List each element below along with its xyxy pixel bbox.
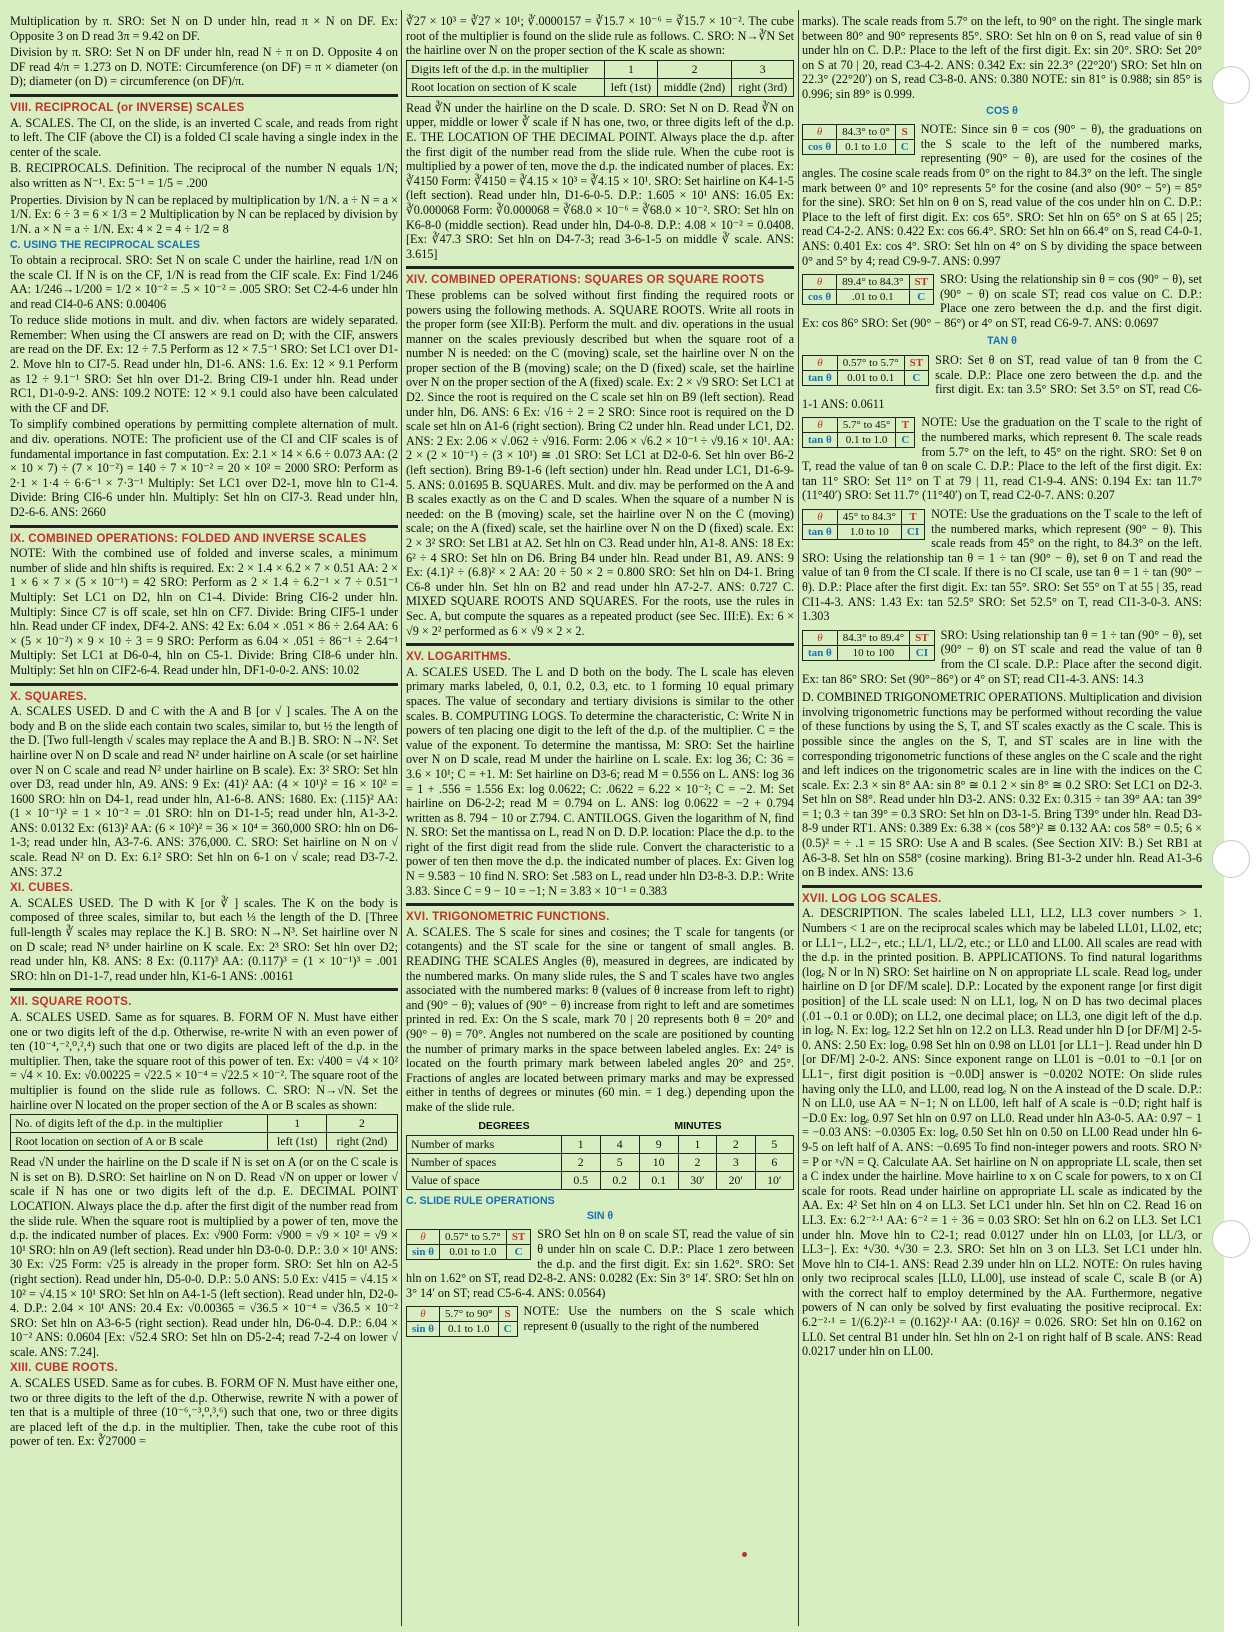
table-cell: 20′	[717, 1172, 755, 1190]
combined-trig-operations: D. COMBINED TRIGONOMETRIC OPERATIONS. Multiplication and division involving trigonometric functions may be performed without recording the value of these functions by using the S, T, and ST scales exactly as the C scale. This is possible since the angles on the S, T, and ST scales are in line with the corresponding trigonometric functions of these angles on the C scale and the right and left indices on the trigonometric scales are in line with the indices on the C scale. Ex: 2.3 × sin 8° AA: sin 8° ≅ 0.1 2 × sin 8° ≅ 0.2 SRO: Set LC1 on D2-3. Set hln on S8°. Read under hln D3-2. ANS: 0.32 Ex: 0.315 ÷ tan 39° AA: tan 39° = 1; 0.3 ÷ tan 39° = 0.3 SRO: Set hln on D3-1-5. Bring T39° under hln. Read D3-8-9 under RT1. ANS: 0.389 Ex: 6.38 × (cos 58°)² ≅ 0.132 AA: cos 58° = 0.5; 6 × (0.5)² = ÷ .1 = 15 SRO: Use A and B scales. (See Section XIV: B.) Set RB1 at A6-3-8. Set hln on S58° (cosine marking). Bring B1-3-2 under hln. Read A1-3-6 on B index. ANS: 13.6	[802, 690, 1202, 880]
column-divider	[401, 10, 402, 1626]
table-cell: 0.5	[561, 1172, 600, 1190]
tan-range-table	[802, 509, 925, 540]
tan-block-1	[802, 353, 1202, 411]
binder-hole	[1212, 66, 1250, 104]
tan-range-table	[802, 630, 935, 661]
tan-range-table	[802, 417, 915, 448]
table-row	[803, 371, 929, 386]
table-cell: Number of spaces	[407, 1154, 562, 1172]
table-cell: C	[895, 140, 914, 155]
table-cell: Root location on section of K scale	[407, 78, 605, 96]
column-divider	[798, 10, 799, 1626]
table-cell: θ	[803, 356, 838, 371]
table-row	[407, 1307, 518, 1322]
angle-fraction-table	[406, 1135, 794, 1190]
section-12-title: XII. SQUARE ROOTS.	[10, 995, 132, 1009]
table-cell: Value of space	[407, 1172, 562, 1190]
section-14-body: These problems can be solved without first finding the required roots or powers using the following methods. A. SQUARE ROOTS. Write all roots in the proper form (see XII:B). Perform the mult. and div. operations in the usual manner on the scales previously described but when the square root of a number N is needed: on the C (moving) scale, set the hairline over N on the proper section of the B (moving) scale; on the D (fixed) scale, set the hairline over N on the proper section of the A (fixed) scale. Ex: 2 × √9 SRO: Set LC1 at D2. Since the root is required on the C scale set hln on B9 (left section). Read under hln, D6. ANS: 6 Ex: √16 ÷ 2 = 2 SRO: Since root is required on the D scale set hln on A1-6 (right section). Bring C2 under hln. Read under LC1, D2. ANS: 2 Ex: 2.06 × √.062 ÷ √916. Form: 2.06 × √6.2 × 10⁻¹ ÷ √9.16 × 10¹. AA: 2 × (2 × 10⁻¹) ÷ (3 × 10¹) ≅ .01 SRO: Set LC1 at D2-0-6. Set hln over B6-2 (left section). Bring B9-1-6 (left section) under hln. Read under LC1, D1-6-9-5. ANS: 0.01695 B. SQUARES. Mult. and div. may be performed on the A and B scales exactly as on the C and D scales. When the square of a number N is needed: on the B (moving) scale, set the hairline over N on the C (moving) scale; on the A (fixed) scale, set the hairline over N on the D (fixed) scale. Ex: 2 × 3² SRO: Set LB1 at A2. Set hln on C3. Read under hln, A1-8. ANS: 18 Ex: 6² ÷ 4 SRO: Set hln on D6. Bring B4 under hln. Read under B1, A9. ANS: 9 Ex: (4.1)² ÷ (6.8)² × 2 AA: 20 ÷ 50 × 2 = 0.800 SRO: Set hln on D4-1. Bring C6-8 under hln. Set hln on B2 and read under hln A7-2-7. ANS: 0.727 C. MIXED SQUARE ROOTS AND SQUARES. For the roots, use the rules in Sec. A, but compute the squares as a repeated product (see Sec. III:E). Ex: 6 × √9 × 2² performed as 6 × √9 × 2 × 2.	[406, 287, 794, 638]
cos-block-2	[802, 272, 1202, 330]
column-2	[406, 14, 794, 1624]
tan-text-3: NOTE: Use the graduations on the T scale to the left of the numbered marks, which represent (90° − θ). This scale reads from 45° on the right, to 84.3° on the left. SRO: Using the relationship tan θ = 1 ÷ tan (90° − θ), set θ on T and read the value of tan θ from the CI scale. If there is no CI scale, use tan θ = 1 ÷ tan (90° − θ). D.P.: Place after the first digit. Ex: tan 55°. SRO: Set 55° on T at 55 | 35, read CI1-4-3. ANS: 1.43 Ex: tan 52.5° SRO: Set 52.5° on T, read CI1-3-0-3. ANS: 1.303	[802, 507, 1202, 624]
table-row	[803, 140, 915, 155]
table-cell: cos θ	[803, 290, 837, 305]
section-8c-obtain-reciprocal: To obtain a reciprocal. SRO: Set N on scale C under the hairline, read 1/N on the scale CI. If N is on the CF, 1/N is read from the CIF scale. Ex: Find 1/246 AA: 1/246→1/200 = 1/2 × 10⁻² = .5 × 10⁻² = .005 SRO: Set C2-4-6 under hln and read CI4-0-6 ANS: 0.00406	[10, 252, 398, 311]
column-3	[802, 14, 1202, 1624]
table-cell: T	[896, 418, 915, 433]
section-divider	[10, 683, 398, 686]
section-divider	[10, 94, 398, 97]
table-row	[407, 1154, 794, 1172]
degrees-header: DEGREES	[478, 1119, 530, 1132]
section-12-body: A. SCALES USED. Same as for squares. B. FORM OF N. Must have either one or two digits left of the d.p. Otherwise, re-write N with an even power of ten (10⁻⁴,⁻²,⁰,²,⁴) such that one or two digits are placed left of the d.p. in the multiplier. Then, take the square root of this power of ten. Ex: √400 = √4 × 10² = √4 × 10. Ex: √0.00225 = √22.5 × 10⁻⁴ = √22.5 × 10⁻². The square root of the multiplier is found on the slide rule as follows. C. SRO: N→√N. Set the hairline over N located on the proper section of the A or B scales as shown:	[10, 1010, 398, 1112]
tan-block-3	[802, 507, 1202, 624]
table-cell: 0.1 to 1.0	[439, 1322, 498, 1337]
table-row	[803, 125, 915, 140]
table-cell: 10′	[755, 1172, 793, 1190]
table-cell: 10 to 100	[837, 645, 909, 660]
table-row	[803, 418, 915, 433]
table-cell: 5	[600, 1154, 639, 1172]
table-row	[803, 525, 925, 540]
section-divider	[802, 885, 1202, 888]
section-8-properties: Properties. Division by N can be replaced by multiplication by 1/N. a ÷ N = a × 1/N. Ex: 6 ÷ 3 = 6 × 1/3 = 2 Multiplication by N can be replaced by division by 1/N. a × N = a ÷ 1/N. Ex: 4 × 2 = 4 ÷ 1/2 = 8	[10, 192, 398, 236]
sin-small-angles-text: SRO Set hln on θ on scale ST, read the value of sin θ under hln on scale C. D.P.: Place 1 zero between the d.p. and the first digit. Ex: sin 1.62°. SRO: Set hln on 1.62° on ST, read D2-8-2. ANS: 0.0282 (Ex: Sin 3° 14′. SRO: Set hln on 3° 14′ on ST; read C5-6-4. ANS: 0.0564)	[406, 1227, 794, 1300]
section-16-title: XVI. TRIGONOMETRIC FUNCTIONS.	[406, 910, 610, 924]
binder-hole	[1212, 840, 1250, 878]
section-15-body: A. SCALES USED. The L and D both on the body. The L scale has eleven primary marks labeled, 0, 0.1, 0.2, 0.3, etc. to 1 forming 10 equal primary spaces. The value of secondary and tertiary divisions is similar to the other scales. B. COMPUTING LOGS. To determine the characteristic, C: Write N in powers of ten placing one digit to the left of the d.p. of the multiplier. C = the value of the exponent. To determine the mantissa, M: SRO: Set the hairline over N on D scale, read M under the hairline on L scale. Ex: log 36; C: 36 = 3.6 × 10¹; C = +1. M: Set hairline on D3-6; read M = 0.556 on L. ANS: log 36 = 1 + .556 = 1.556 Ex: log 0.0622; C: .0622 = 6.22 × 10⁻²; C = −2. M: Set hairline on D6-2-2; read M = 0.794 on L. ANS: log 0.0622 = −2 + 0.794 written as 8. 794 − 10 or 2̄.794. C. ANTILOGS. Given the logarithm of N, find N. SRO: Set the mantissa on L, read N on D. D.P. location: Place the d.p. to the right of the first digit read from the slide rule. Convert the characteristic to a power of ten then move the d.p. the indicated number of places. Ex: Given log N = 9.583 − 10 find N. SRO: Set .583 on L, read under hln D3-8-3. D.P.: Write 3.83. Since C = 9 − 10 = −1; N = 3.83 × 10⁻¹ = 0.383	[406, 664, 794, 898]
table-cell: left (1st)	[268, 1133, 327, 1151]
table-cell: 1	[605, 60, 657, 78]
sin-range-table	[406, 1306, 518, 1337]
table-cell: 6	[755, 1154, 793, 1172]
table-cell: 1	[678, 1136, 716, 1154]
cube-root-decimal-point: Read ∛N under the hairline on the D scale. D. SRO: Set N on D. Read ∛N on upper, middle or lower ∛ scale if N has one, two, or three digits left of the d.p. E. THE LOCATION OF THE DECIMAL POINT. Always place the d.p. after the first digit of the number read from the slide rule. When the cube root is multiplied by a power of ten, move the d.p. the indicated number of places. Ex: ∛4150 Form: ∛4150 = ∛4.15 × 10³ = ∛4.15 × 10¹. SRO: Set hairline on K4-1-5 (left section). Read under hln, D1-6-0-5. D.P.: 1.605 × 10¹ ANS: 16.05 Ex: ∛0.000068 Form: ∛0.000068 = ∛68.0 × 10⁻⁶ = ∛68.0 × 10⁻². SRO: Set hln on K6-8-0 (middle section). Read under hln, D4-0-8. D.P.: 4.08 × 10⁻² = 0.0408. [Ex: ∛47.3 SRO: Set hln on D4-7-3; read 3-6-1-5 on middle ∛ scale. ANS: 3.615]	[406, 100, 794, 261]
section-8c-simplify: To simplify combined operations by permitting complete alternation of mult. and div. operations. NOTE: The proficient use of the CI and CIF scales is of fundamental importance in fast computation. Ex: 2.1 × 14 × 6.6 ÷ 0.073 AA: (2 × 10 × 7) ÷ (7 × 10⁻²) = 140 ÷ 7 × 10⁻² = 20 × 10² = 2000 SRO: Perform as 2·1 × 1·4 ÷ 6·6⁻¹ × 7·3⁻¹ Multiply: Set LC1 over D2-1, move hln to C1-4. Divide: Bring CI6-6 under hln. Multiply: Set hln on CI7-3. Read under hln, D2-6-6. ANS: 2660	[10, 417, 398, 519]
table-cell: 3	[717, 1154, 755, 1172]
table-cell: 0.01 to 0.1	[837, 371, 904, 386]
table-cell: θ	[407, 1307, 440, 1322]
table-cell: θ	[803, 630, 838, 645]
table-cell: middle (2nd)	[657, 78, 732, 96]
table-cell: 5.7° to 45°	[837, 418, 896, 433]
table-row	[407, 1136, 794, 1154]
table-cell: 0.1	[639, 1172, 678, 1190]
table-row	[407, 1322, 518, 1337]
table-cell: 9	[639, 1136, 678, 1154]
table-cell: 2	[326, 1115, 397, 1133]
tan-block-2	[802, 415, 1202, 503]
tan-range-table	[802, 355, 929, 386]
table-cell: 4	[600, 1136, 639, 1154]
angle-table-headers	[406, 1119, 794, 1134]
table-cell: θ	[803, 125, 837, 140]
table-cell: 0.2	[600, 1172, 639, 1190]
table-cell: No. of digits left of the d.p. in the multiplier	[11, 1115, 268, 1133]
table-row	[11, 1115, 398, 1133]
division-by-pi: Division by π. SRO: Set N on DF under hln, read N ÷ π on D. Opposite 4 on DF read 4/π = 1.273 on D. NOTE: Circumference (on DF) = π × diameter (on D); diameter (on D) = circumference (on DF)/π.	[10, 45, 398, 89]
table-row	[803, 290, 934, 305]
table-row	[803, 275, 934, 290]
table-cell: θ	[407, 1230, 440, 1245]
table-cell: 89.4° to 84.3°	[837, 275, 909, 290]
table-cell: right (2nd)	[326, 1133, 397, 1151]
table-cell: CI	[901, 525, 924, 540]
section-16-body: A. SCALES. The S scale for sines and cosines; the T scale for tangents (or cotangents) and the ST scale for the sine or tangent of small angles. B. READING THE SCALES Angles (θ), measured in degrees, are indicated by the numbered marks. On many slide rules, the S and T scales have two angles associated with the numbered marks: θ (values of θ increase from left to right) and (90° − θ); values of (90° − θ) increase from right to left and are sometimes printed in red. Ex: On the S scale, mark 70 | 20 represents both θ = 20° and (90° − θ) = 70°. Angles not numbered on the scale are positioned by counting the number of primary marks in the space between labeled angles. Ex: 24° is located on the fourth primary mark between labeled angles 20° and 25°. Fractions of angles are located between primary marks and may be expressed either in tenths of degrees or minutes (60 min. = 1 deg.) depending upon the make of the slide rule.	[406, 924, 794, 1114]
sin-large-angles-text: NOTE: Use the numbers on the S scale which represent θ (usually to the right of the numbered	[523, 1304, 794, 1333]
table-cell: T	[901, 510, 924, 525]
table-cell: 1.0 to 10	[837, 525, 901, 540]
table-cell: 30′	[678, 1172, 716, 1190]
table-cell: tan θ	[803, 525, 838, 540]
cos-text-1: NOTE: Since sin θ = cos (90° − θ), the graduations on the S scale to the left of the numbered marks, representing (90° − θ), are used for the cosines of the angles. The cosine scale reads from 0° on the right to 84.3° on the left. The single mark between 0° and 10° represents 5° for the cosine (and also (90° − 5°) = 85° for the sine). SRO: Set hln on θ on S, read value of the cos under hln on C. D.P.: Place to the left of first digit. Ex: cos 65°. SRO: Set hln on 65° on S at 65 | 25; read C4-2-2. ANS: 0.422 Ex: cos 66.4°. SRO: Set hln on 66.4° on S, read C4-0-1. ANS: 0.401 Ex: cos 4°. SRO: Set hln on 4° on S by dividing the space between 0° and 5° by 4; read C9-9-7. ANS: 0.997	[802, 122, 1202, 268]
table-row	[407, 1172, 794, 1190]
table-cell: sin θ	[407, 1245, 440, 1260]
table-cell: S	[498, 1307, 517, 1322]
section-9-body: NOTE: With the combined use of folded and inverse scales, a minimum number of slide and hln shifts is required. Ex: 2 × 1.4 × 6.2 × 7 × 0.51 AA: 2 × 1 × 6 × 7 × (5 × 10⁻¹) = 42 SRO: Perform as 2 × 1.4 ÷ 6.2⁻¹ × 7 ÷ 0.51⁻¹ Multiply: Set LC1 on D2, hln on C1-4. Divide: Bring CI6-2 under hln. Multiply: Since C7 is off scale, set hln on CF7. Divide: Bring CIF5-1 under hln. Read under CF index, DF4-2. ANS: 42 Ex: 6.04 × .051 × 86 ÷ 2.64 AA: 6 × (5 × 10⁻²) × 9 × 10 ÷ 3 = 9 SRO: Perform as 6.04 × .051 ÷ 86⁻¹ ÷ 2.64⁻¹ Multiply: Set LC1 at D6-0-4, hln on C5-1. Divide: Bring CI8-6 under hln. Multiply: Set hln on CIF2-6-4. Read under hln, DF1-0-0-2. ANS: 10.02	[10, 546, 398, 677]
table-cell: C	[506, 1245, 530, 1260]
sin-continuation: marks). The scale reads from 5.7° on the left, to 90° on the right. The single mark between 80° and 90° represents 85°. SRO: Set hln on θ on S, read value of sin θ under hln on C. D.P.: Place to the left of the first digit. Ex: sin 20°. SRO: Set 20° on S at 70 | 20, read C3-4-2. ANS: 0.342 Ex: sin 22.3° (22°20′) SRO: Set hln on 22.3° (22°20′) on S, read C3-8-0. ANS: 0.380 NOTE: sin 81° is 0.988; sin 85° is 0.996; sin 89° is 0.999.	[802, 14, 1202, 101]
table-row	[803, 356, 929, 371]
table-cell: 45° to 84.3°	[837, 510, 901, 525]
table-row	[407, 60, 794, 78]
table-row	[803, 630, 935, 645]
table-cell: C	[896, 433, 915, 448]
table-row	[803, 433, 915, 448]
section-divider	[406, 903, 794, 906]
section-14-title: XIV. COMBINED OPERATIONS: SQUARES OR SQUARE ROOTS	[406, 273, 765, 287]
section-divider	[10, 988, 398, 991]
multiplication-by-pi: Multiplication by π. SRO: Set N on D under hln, read π × N on DF. Ex: Opposite 3 on D read 3π = 9.42 on DF.	[10, 14, 398, 43]
table-cell: 2	[561, 1154, 600, 1172]
section-8-scales: A. SCALES. The CI, on the slide, is an inverted C scale, and reads from right to left. The CIF (above the CI) is a folded CI scale having a single index in the center of the scale.	[10, 115, 398, 159]
sin-block-2	[406, 1304, 794, 1339]
cos-block-1	[802, 122, 1202, 268]
tan-text-1: SRO: Set θ on ST, read value of tan θ from the C scale. D.P.: Place one zero between the d.p. and the first digit. Ex: tan 3.5° SRO: Set 3.5° on ST, read C6-1-1 ANS: 0.0611	[802, 353, 1202, 411]
table-row	[803, 645, 935, 660]
tan-heading: TAN θ	[987, 335, 1017, 348]
section-16c-title: C. SLIDE RULE OPERATIONS	[406, 1195, 555, 1208]
section-8c-title: C. USING THE RECIPROCAL SCALES	[10, 239, 200, 252]
table-cell: ST	[904, 356, 928, 371]
table-cell: 2	[657, 60, 732, 78]
table-cell: 2	[678, 1154, 716, 1172]
section-13-body: A. SCALES USED. Same as for cubes. B. FORM OF N. Must have either one, two or three digits to the left of the d.p. Otherwise, rewrite N with a power of ten that is a multiple of three (10⁻⁶,⁻³,⁰,³,⁶) such that one, two or three digits are placed left of the d.p. in the multiplier. Then, take the cube root of this power of ten. Ex: ∛27000 =	[10, 1376, 398, 1449]
table-cell: C	[904, 371, 928, 386]
tan-text-2: NOTE: Use the graduation on the T scale to the right of the numbered marks, which represent θ. The scale reads from 5.7° on the left, to 45° on the right. SRO: Set θ on T, read the value of tan θ on scale C. D.P.: Place to the left of the first digit. Ex: tan 11° SRO: Set 11° on T at 79 | 11, read C1-9-4. ANS: 0.194 Ex: tan 11.7° (11°40′) SRO: Set 11.7° (11°40′) on T, read C2-0-7. ANS: 0.207	[802, 415, 1202, 503]
table-row	[407, 1230, 531, 1245]
table-cell: Root location on section of A or B scale	[11, 1133, 268, 1151]
table-cell: 5	[755, 1136, 793, 1154]
table-cell: 0.1 to 1.0	[837, 140, 896, 155]
table-cell: Digits left of the d.p. in the multiplier	[407, 60, 605, 78]
table-cell: C	[498, 1322, 517, 1337]
table-cell: left (1st)	[605, 78, 657, 96]
table-row	[11, 1133, 398, 1151]
table-cell: 0.1 to 1.0	[837, 433, 896, 448]
table-cell: θ	[803, 418, 838, 433]
section-divider	[406, 643, 794, 646]
table-cell: ST	[910, 630, 934, 645]
cos-text-2: SRO: Using the relationship sin θ = cos (90° − θ), set (90° − θ) on scale ST; read cos value on C. D.P.: Place one zero between the d.p. and the first digit. Ex: cos 86° SRO: Set (90° − 86°) or 4° on ST, read C6-9-7. ANS: 0.0697	[802, 272, 1202, 330]
table-cell: 0.57° to 5.7°	[439, 1230, 506, 1245]
table-row	[407, 78, 794, 96]
table-cell: tan θ	[803, 645, 838, 660]
section-9-title: IX. COMBINED OPERATIONS: FOLDED AND INVERSE SCALES	[10, 531, 367, 545]
table-cell: 10	[639, 1154, 678, 1172]
table-cell: tan θ	[803, 371, 838, 386]
table-cell: 84.3° to 0°	[837, 125, 896, 140]
column-1	[10, 14, 398, 1624]
table-cell: right (3rd)	[732, 78, 794, 96]
section-divider	[10, 525, 398, 528]
cos-range-table	[802, 274, 934, 305]
table-cell: 84.3° to 89.4°	[837, 630, 909, 645]
cos-range-table	[802, 124, 915, 155]
table-cell: 5.7° to 90°	[439, 1307, 498, 1322]
table-cell: cos θ	[803, 140, 837, 155]
section-8c-reduce-motions: To reduce slide motions in mult. and div. when factors are widely separated. Remember: When using the CI answers are read on D; with the CIF, answers are read on the DF. Ex: 12 ÷ 7.5 Perform as 12 × 7.5⁻¹ SRO: Set LC1 over D1-2. Move hln to CI7-5. Read under hln, D1-6. ANS: 1.6. Ex: 12 × 9.1 Perform as 12 ÷ 9.1⁻¹ SRO: Set hln over D1-2. Bring CI9-1 under hln. Read under RC1, D1-0-9-2. ANS: 109.2 NOTE: 12 × 9.1 could also have been calculated with the CF and DF.	[10, 313, 398, 415]
table-cell: 2	[717, 1136, 755, 1154]
table-cell: 1	[561, 1136, 600, 1154]
cos-heading: COS θ	[986, 104, 1018, 117]
binder-hole	[1212, 1220, 1250, 1258]
section-divider	[406, 266, 794, 269]
table-cell: Number of marks	[407, 1136, 562, 1154]
cube-root-location-table	[406, 60, 794, 97]
sin-heading: SIN θ	[586, 1209, 614, 1222]
tan-text-4: SRO: Using relationship tan θ = 1 ÷ tan (90° − θ), set (90° − θ) on ST scale and read the value of tan θ from the CI scale. D.P.: Place after the second digit. Ex: tan 86° SRO: Set (90°−86°) or 4° on ST; read CI1-4-3. ANS: 14.3	[802, 627, 1202, 686]
table-cell: CI	[910, 645, 934, 660]
sin-block-1	[406, 1227, 794, 1300]
section-17-title: XVII. LOG LOG SCALES.	[802, 891, 942, 905]
section-11-body: A. SCALES USED. The D with K [or ∛ ] scales. The K on the body is composed of three scales, similar to, but each ⅓ the length of the D. [Three full-length ∛ scales may replace the K.] B. SRO: N→N³. Set hairline over N on D scale; read N³ under hairline on K scale. Ex: 2³ SRO: Set hln over D2; read under hln, K8. ANS: 8 Ex: (0.117)³ AA: (0.117)³ = (1 × 10⁻¹)³ = .001 SRO: hln on D1-1-7, read under hln, K1-6-1 ANS: .00161	[10, 895, 398, 983]
table-cell: ST	[909, 275, 933, 290]
section-17-body: A. DESCRIPTION. The scales labeled LL1, LL2, LL3 cover numbers > 1. Numbers < 1 are on the reciprocal scales which may be labeled LL01, LL02, etc; or LL1−, LL2−, etc.; LL/1, LL/2, etc.; or LL0 and LL00. All scales are read with the d.p. in the printed position. B. APPLICATIONS. To find natural logarithms (logₑ N or ln N) SRO: Set hairline on N on appropriate LL scale. Read logₑ under hairline on D [or DF/M scale]. D.P.: Located by the exponent range [or first digit position] of the LL scale used: N on LL1, logₑ N on D has two decimal places (.01→0.1 or 0.0D); on LL2, one decimal place; on LL3, one digit left of the d.p. in logₑ N. Ex: logₑ 12.2 Set hln on 12.2 on LL3. Read under hln D [or DF/M] 2-5-0. ANS: 2.50 Ex: logₑ 0.98 Set hln on 0.98 on LL01 [or LL1−]. Read under hln D [or DF/M] 2-0-2. ANS: Since exponent range on LL01 is −0.01 to −0.1 [or on LL1−, first digit position is −0.0D] answer is −0.0202 NOTE: On slide rules having only the LL0, and LL00, read logₑ N on the A instead of the D scale. D.P.: N on LL0, use AA = N−1; N on LL00, left half of A scale is −0.D; right half is −D.0 Ex: logₑ 0.97 Set hln on 0.97 on LL0. Read under hln A3-0-5. AA: 0.97 − 1 = −0.03 ANS: −0.0305 Ex: logₑ 0.50 Set hln on 0.50 on LL00 Read under hln 6-9-5 on left half of A. ANS: −0.695 To find non-integer powers and roots. SRO Nˣ = P or ˣ√N = Q. Calculate AA. Set hairline on N on appropriate LL scale, then set a C index under the hairline. Move hairline to x on C scale for powers, to x on CI scale for roots. Read under hairline on appropriate LL scale as indicated by the AA. Ex: 4² Set hln on 4 on LL3. Set LC1 under hln. Set hln on C2. Read 16 on LL3. Ex: 6.2⁻²·¹ AA: 6⁻² = 1 ÷ 36 = 0.03 SRO: Set hln on 6.2 on LL3. Set LC1 under hln. Move hln to C2-1; read 0.0127 under hln on LL03, [or LL/3, or LL3−]. Ex: ⁴√30. ⁴√30 = 2.3. SRO: Set hln on 3 on LL3. Set LC1 under hln. Move hln to CI4-1. ANS: Read 2.39 under hln on LL2. NOTE: On rules having only two reciprocal scales [LL0, LL00], use instead of scale C, scale B (or A) with the correct half to employ determined by the AA. Furthermore, negative powers of N can only be solved by first evaluating the positive reciprocal. Ex: 6.2⁻²·¹ = 1/(6.2)²·¹ = (0.162)²·¹ AA: (0.16)² = 0.026. SRO: Set hln on 0.162 on LL0. Set central B1 under hln. Set hln on 2-1 on right half of B scale. ANS: Read 0.0217 under hln on LL00.	[802, 906, 1202, 1359]
table-cell: S	[895, 125, 914, 140]
table-cell: θ	[803, 510, 838, 525]
section-12-body-continued: Read √N under the hairline on the D scale if N is set on A (or on the C scale is N is set on B). D.SRO: Set hairline on N on D. Read √N on upper or lower √ scale if N has one or two digits left of the d.p. E. DECIMAL POINT LOCATION. Always place the d.p. after the first digit of the number read from the slide rule. When the square root is multiplied by a power of ten, move the d.p. the indicated number of places. Ex: √900 Form: √900 = √9 × 10² = √9 × 10¹ SRO: hln on A9 (left section). Read under hln D3-0-0. D.P.: 3.0 × 10¹ ANS: 30 Ex: √25 Form: √25 is already in the proper form. SRO: Set hln on A2-5 (right section). Read under hln, D5-0-0. D.P.: 5.0 ANS: 5.0 Ex: √415 = √4.15 × 10² = √4.15 × 10¹ SRO: Set hln on A4-1-5 (left section). Read under hln, D2-0-4. D.P.: 2.04 × 10¹ ANS: 20.4 Ex: √0.00365 = √36.5 × 10⁻⁴ = √36.5 × 10⁻² SRO: Set hln on A3-6-5 (right section). Read under hln, D6-0-4. D.P.: 6.04 × 10⁻² ANS: 0.0604 [Ex: √52.4 SRO: Set hln on D5-2-4; read 7-2-4 on lower √ scale. ANS: 7.24].	[10, 1155, 398, 1359]
table-cell: C	[909, 290, 933, 305]
table-cell: tan θ	[803, 433, 838, 448]
section-8-title: VIII. RECIPROCAL (or INVERSE) SCALES	[10, 100, 245, 114]
table-cell: sin θ	[407, 1322, 440, 1337]
section-8-reciprocals: B. RECIPROCALS. Definition. The reciprocal of the number N equals 1/N; also written as N⁻¹. Ex: 5⁻¹ = 1/5 = .200	[10, 161, 398, 190]
table-cell: θ	[803, 275, 837, 290]
section-13-title: XIII. CUBE ROOTS.	[10, 1361, 118, 1375]
minutes-header: MINUTES	[674, 1119, 722, 1132]
table-cell: 3	[732, 60, 794, 78]
section-10-title: X. SQUARES.	[10, 689, 87, 703]
section-11-title: XI. CUBES.	[10, 881, 74, 895]
table-cell: 1	[268, 1115, 327, 1133]
cube-root-continuation: ∛27 × 10³ = ∛27 × 10¹; ∛.0000157 = ∛15.7 × 10⁻⁶ = ∛15.7 × 10⁻². The cube root of the multiplier is found on the slide rule as follows. C. SRO: N→∛N Set the hairline over N on the proper section of the K scale as shown:	[406, 14, 794, 58]
table-row	[803, 510, 925, 525]
table-cell: ST	[506, 1230, 530, 1245]
sin-range-table	[406, 1229, 531, 1260]
table-row	[407, 1245, 531, 1260]
section-15-title: XV. LOGARITHMS.	[406, 650, 511, 664]
tan-block-4	[802, 628, 1202, 686]
section-10-body: A. SCALES USED. D and C with the A and B [or √ ] scales. The A on the body and B on the slide each contain two scales, similar to, but ½ the length of the D. [Two full-length √ scales may replace the A and B.] B. SRO: N→N². Set hairline over N on D scale and read N² under hairline on A scale (or set hairline over N on C scale and read N² under hairline on B scale). Ex: 3² SRO: Set hln over D3, read under hln, A9. ANS: 9 Ex: (41)² AA: (4 × 10¹)² = 16 × 10² = 1600 SRO: hln on D4-1, read under hln, A1-6-8. ANS: 1680. Ex: (.115)² AA: (1 × 10⁻¹)² = 1 × 10⁻² = .01 SRO: hln on D1-1-5; read under hln, A1-3-2. ANS: 0.0132 Ex: (613)² AA: (6 × 10²)² = 36 × 10⁴ = 360,000 SRO: hln on D6-1-3; read under hln, A3-7-6. ANS: 376,000. C. SRO: Set hairline on N on √ scale. Read N² on D. Ex: 6.1² SRO: Set hln on 6-1 on √ scale; read D3-7-2. ANS: 37.2	[10, 704, 398, 879]
table-cell: .01 to 0.1	[837, 290, 909, 305]
ink-dot	[742, 1552, 747, 1557]
square-root-location-table	[10, 1114, 398, 1151]
table-cell: 0.01 to 1.0	[439, 1245, 506, 1260]
table-cell: 0.57° to 5.7°	[837, 356, 904, 371]
